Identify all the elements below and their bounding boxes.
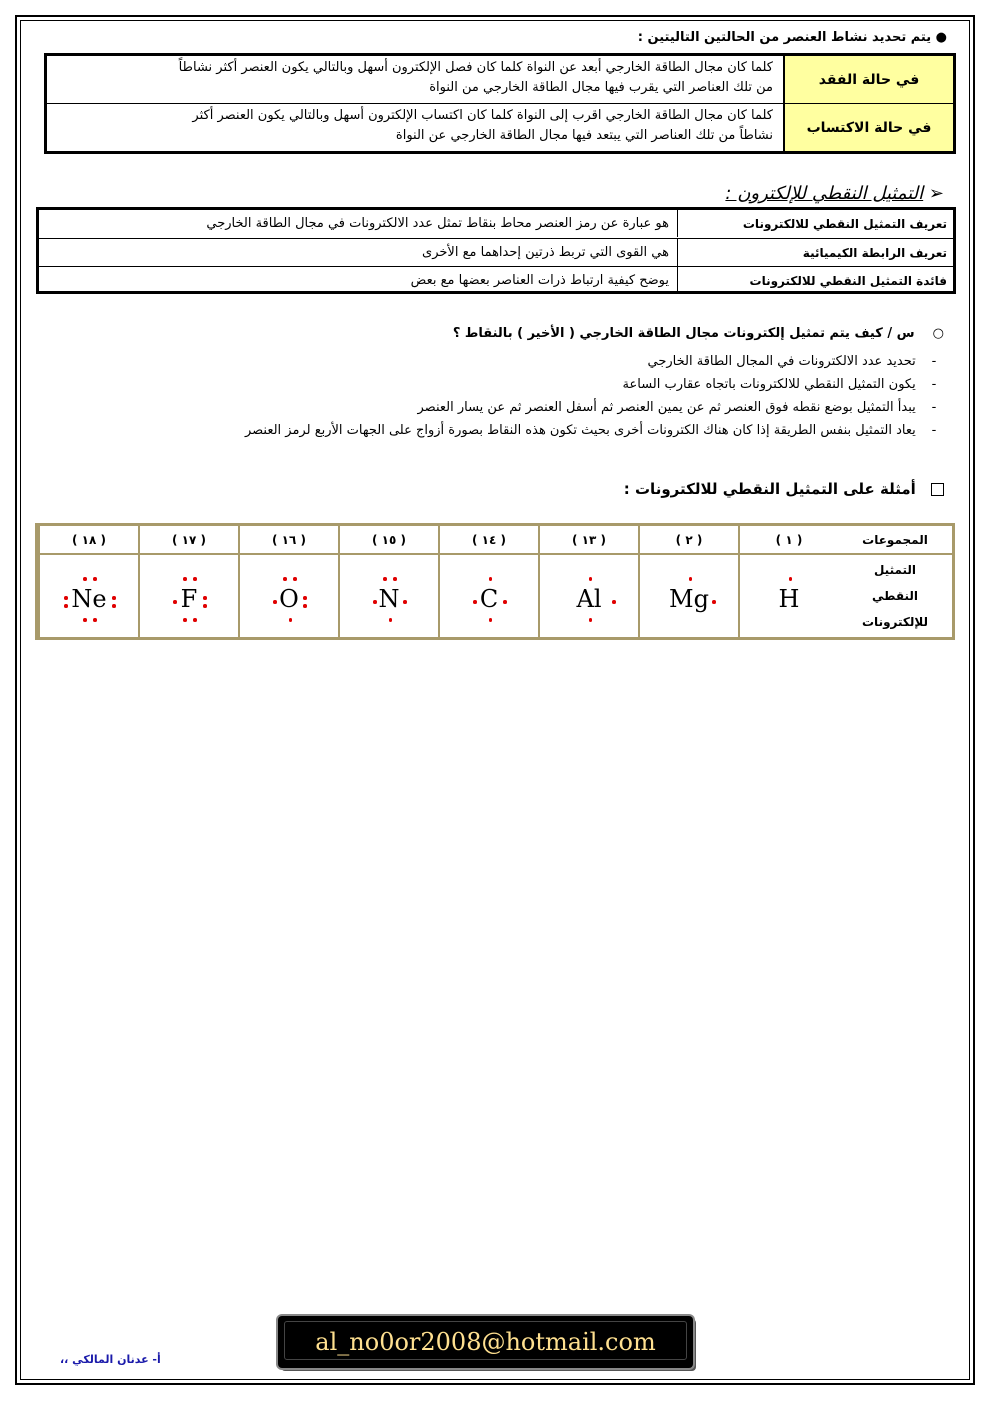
element-symbol: Ne [71, 585, 107, 613]
element-symbol: C [479, 585, 499, 613]
definition-row [39, 238, 953, 266]
electron-dot [303, 596, 307, 600]
element-symbol: N [378, 585, 400, 613]
electron-dot [303, 604, 307, 608]
group-number: ( ١٧ ) [140, 526, 238, 555]
element-column [38, 526, 138, 637]
element-column [638, 526, 738, 637]
list-item-text: يكون التمثيل النقطي للالكترونات باتجاه عقارب الساعة [622, 377, 916, 392]
group-number: ( ١٥ ) [340, 526, 438, 555]
element-symbol: Al [576, 585, 602, 613]
activity-text-line: نشاطاً من تلك العناصر التي يبتعد فيها مجال الطاقة الخارجي عن النواة [395, 128, 773, 143]
activity-row-gain [47, 104, 953, 151]
element-column [138, 526, 238, 637]
list-item: - يعاد التمثيل بنفس الطريقة إذا كان هناك الكترونات أخرى بحيث تكون هذه النقاط بصورة أزواج على الجهات الأربع لرمز العنصر [104, 419, 944, 442]
electron-dot [383, 577, 387, 581]
definition-text: هي القوى التي تربط ذرتين إحداهما مع الأخرى [422, 245, 669, 260]
electron-dot [183, 577, 187, 581]
examples-title-text: أمثلة على التمثيل النقطي للالكترونات : [623, 480, 916, 498]
electron-dot [503, 600, 507, 604]
list-item-text: يعاد التمثيل بنفس الطريقة إذا كان هناك الكترونات أخرى بحيث تكون هذه النقاط بصورة أزواج على الجهات الأربع لرمز العنصر [244, 423, 916, 438]
activity-text-line: كلما كان مجال الطاقة الخارجي أبعد عن النواة كلما كان فصل الإلكترون أسهل وبالتالي يكون العنصر أكثر نشاطاً [178, 60, 773, 75]
electron-dot [589, 618, 593, 622]
group-number: ( ١ ) [740, 526, 838, 555]
definition-text: هو عبارة عن رمز العنصر محاط بنقاط تمثل عدد الالكترونات في مجال الطاقة الخارجي [206, 216, 669, 231]
question-text: س / كيف يتم تمثيل إلكترونات مجال الطاقة الخارجي ( الأخير ) بالنقاط ؟ [452, 326, 915, 341]
group-number: ( ١٤ ) [440, 526, 538, 555]
element-column [738, 526, 838, 637]
element-column [338, 526, 438, 637]
activity-text [55, 106, 773, 146]
row-label-line: النقطي [872, 589, 918, 603]
arrow-icon: ➢ [928, 183, 944, 204]
lewis-dot-cell [540, 557, 638, 637]
electron-dot [283, 577, 287, 581]
question-steps [104, 350, 944, 442]
electron-dot [289, 618, 293, 622]
group-number: ( ١٨ ) [40, 526, 138, 555]
definition-label: فائدة التمثيل النقطي للالكترونات [677, 267, 953, 294]
electron-dot [403, 600, 407, 604]
electron-dot [93, 618, 97, 622]
electron-dot [393, 577, 397, 581]
element-symbol: O [279, 585, 299, 613]
element-symbol: Mg [669, 585, 709, 613]
activity-label: في حالة الفقد [783, 56, 953, 103]
electron-dot [203, 596, 207, 600]
examples-label-column [838, 526, 952, 637]
electron-dot [473, 600, 477, 604]
list-item: - يكون التمثيل النقطي للالكترونات باتجاه عقارب الساعة [104, 373, 944, 396]
electron-dot [489, 618, 493, 622]
element-column [238, 526, 338, 637]
lewis-dot-cell [340, 557, 438, 637]
electron-dot [489, 577, 493, 581]
group-number: ( ١٣ ) [540, 526, 638, 555]
electron-dot [83, 577, 87, 581]
section-title [725, 183, 944, 204]
email-text: al_no0or2008@hotmail.com [315, 1328, 656, 1356]
intro-bullet-text: يتم تحديد نشاط العنصر من الحالتين التاليتين : [637, 30, 932, 45]
element-symbol: F [180, 585, 198, 613]
lewis-dot-cell [640, 557, 738, 637]
question [453, 326, 944, 341]
lewis-dot-cell [140, 557, 238, 637]
list-item-text: يبدأ التمثيل بوضع نقطه فوق العنصر ثم عن يمين العنصر ثم أسفل العنصر ثم عن يسار العنصر [417, 400, 916, 415]
electron-dot [203, 604, 207, 608]
definition-label: تعريف التمثيل النقطي للالكترونات [677, 210, 953, 237]
circle-icon: ○ [932, 326, 944, 341]
electron-dot [612, 600, 616, 604]
electron-dot [373, 600, 377, 604]
definition-text: يوضح كيفية ارتباط ذرات العناصر بعضها مع بعض [410, 273, 669, 288]
definitions-table [36, 207, 956, 294]
section-title-text: التمثيل النقطي للإلكترون : [725, 183, 924, 204]
email-banner [278, 1316, 693, 1368]
electron-dot [589, 577, 593, 581]
electron-dot [193, 618, 197, 622]
electron-dot [712, 600, 716, 604]
activity-text-line: من تلك العناصر التي يقرب فيها مجال الطاقة الخارجي من النواة [429, 80, 773, 95]
electron-dot [112, 604, 116, 608]
examples-title [624, 480, 944, 498]
examples-table [35, 523, 955, 640]
lewis-dot-cell [240, 557, 338, 637]
group-number: ( ١٦ ) [240, 526, 338, 555]
electron-dot [83, 618, 87, 622]
activity-text-line: كلما كان مجال الطاقة الخارجي اقرب إلى النواة كلما كان اكتساب الإلكترون أسهل وبالتالي يكون العنصر أكثر [192, 108, 773, 123]
group-number: ( ٢ ) [640, 526, 738, 555]
definition-row [39, 266, 953, 294]
checkbox-icon [931, 483, 944, 496]
electron-dot [273, 600, 277, 604]
electron-dot [389, 618, 393, 622]
definition-row [39, 210, 953, 237]
list-item: - تحديد عدد الالكترونات في المجال الطاقة الخارجي [104, 350, 944, 373]
intro-bullet: ● يتم تحديد نشاط العنصر من الحالتين التاليتين : [637, 30, 947, 45]
electron-dot [173, 600, 177, 604]
row-label-line: التمثيل [873, 563, 917, 577]
electron-dot [689, 577, 693, 581]
activity-text [55, 58, 773, 98]
element-column [438, 526, 538, 637]
electron-dot [789, 577, 793, 581]
activity-row-loss [47, 56, 953, 104]
electron-dot [64, 596, 68, 600]
lewis-dot-cell [40, 557, 138, 637]
row-label-line: للإلكترونات [862, 615, 928, 629]
list-item: - يبدأ التمثيل بوضع نقطه فوق العنصر ثم عن يمين العنصر ثم أسفل العنصر ثم عن يسار العنصر [104, 396, 944, 419]
lewis-dot-cell [740, 557, 838, 637]
electron-dot [183, 618, 187, 622]
groups-header: المجموعات [838, 526, 952, 555]
electron-dot [193, 577, 197, 581]
definition-label: تعريف الرابطة الكيميائية [677, 239, 953, 266]
electron-dot [64, 604, 68, 608]
lewis-dot-cell [440, 557, 538, 637]
row-label [838, 557, 952, 637]
element-column [538, 526, 638, 637]
electron-dot [112, 596, 116, 600]
activity-label: في حالة الاكتساب [783, 104, 953, 151]
list-item-text: تحديد عدد الالكترونات في المجال الطاقة الخارجي [647, 354, 916, 369]
electron-dot [93, 577, 97, 581]
author-signature: أ- عدنان المالكي ،، [60, 1353, 161, 1366]
electron-dot [293, 577, 297, 581]
element-symbol: H [778, 585, 800, 613]
activity-table [44, 53, 956, 154]
